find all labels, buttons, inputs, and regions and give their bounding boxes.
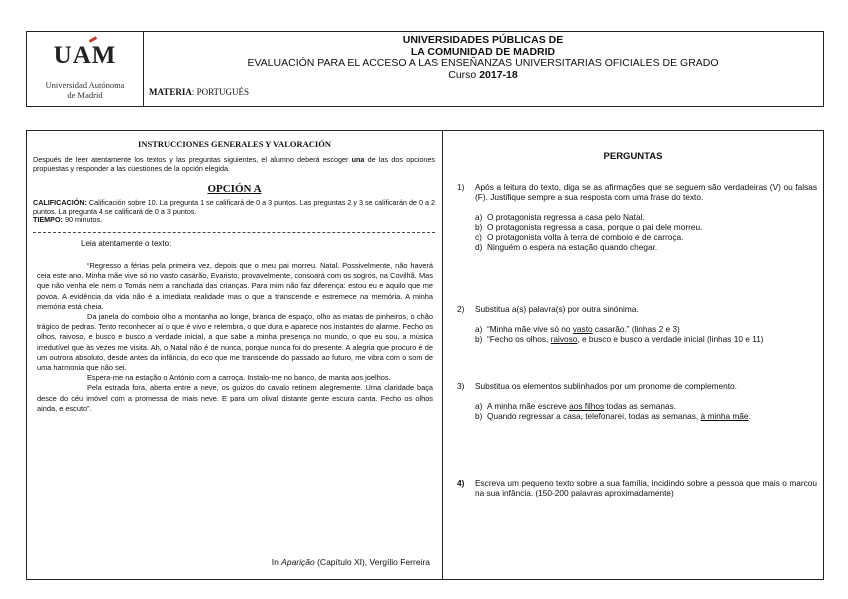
- option-letter: a): [475, 212, 483, 222]
- option-item: [475, 324, 817, 334]
- option-letter: b): [475, 222, 483, 232]
- question-text: Substitua os elementos sublinhados por um pronome de complemento.: [475, 381, 737, 391]
- logo-university-name: [27, 80, 143, 100]
- underlined-word: vasto: [572, 324, 593, 334]
- option-text: O protagonista regressa a casa, porque o pai dele morreu.: [487, 222, 703, 232]
- reading-prompt: Leia atentamente o texto:: [81, 239, 172, 248]
- logo-letters: UAM: [53, 42, 117, 69]
- option-text: O protagonista volta à terra de comboio e de carroça.: [487, 232, 684, 242]
- reading-paragraph: “Regresso a férias pela primeira vez, depois que o meu pai morreu. Natal. Possivelmente, não haverá ceia este ano. Minha mãe vive só no vasto casarão, Evaristo, provavelmente, consoará com os sogros, na Covilhã. Mas que não venha ele nem o Tomás nem a ranchada das crianças. Para mim não faz diferença: estou eu e aquilo que me povoa. A evidência da vida não é a imediata realidade mas o que a transcende e estremece na memória. A minha memória está cheia.: [37, 261, 433, 311]
- option-item: [475, 212, 817, 222]
- citation-suffix: (Capítulo XI), Vergílio Ferreira: [314, 557, 430, 567]
- instructions-text-part2: de las dos opciones propuestas y responder a las cuestiones de la opción elegida.: [33, 155, 436, 173]
- question-1: [457, 182, 817, 252]
- option-item: [475, 232, 817, 242]
- time-value: 90 minutos.: [62, 215, 103, 225]
- citation-prefix: In: [271, 557, 282, 567]
- column-divider: [442, 131, 443, 579]
- logo-name-line2: de Madrid: [67, 90, 103, 100]
- course-label: Curso: [448, 68, 477, 81]
- exam-header: [26, 31, 824, 107]
- underlined-word: à minha mãe: [700, 411, 749, 421]
- time-label: TIEMPO:: [33, 215, 63, 225]
- option-text-part: casarão.” (linhas 2 e 3): [592, 324, 680, 334]
- question-options: [475, 401, 817, 421]
- question-2: [457, 304, 817, 344]
- subject-line: [149, 87, 249, 97]
- instructions-text: [33, 155, 435, 173]
- reading-paragraph: Espera-me na estação o António com a carroça. Instalo-me no banco, de manta aos joelhos.: [87, 373, 391, 383]
- question-text: Substitua a(s) palavra(s) por outra sinónima.: [475, 304, 639, 314]
- option-text-part: .: [748, 411, 751, 421]
- reading-paragraph: Pela estrada fora, aberta entre a neve, os guizos do cavalo retinem alegremente. Uma claridade baça desce do céu imóvel com a promessa de mais neve. E para um olival distante gente escura canta. Fecho os olhos ainda, e escuto”.: [37, 383, 433, 413]
- option-text-part: A minha mãe escreve: [487, 401, 570, 411]
- header-title-line3: EVALUACIÓN PARA EL ACCESO A LAS ENSEÑANZAS UNIVERSITARIAS OFICIALES DE GRADO: [247, 57, 719, 69]
- question-options: [475, 212, 817, 252]
- instructions-title: INSTRUCCIONES GENERALES Y VALORACIÓN: [138, 139, 331, 149]
- reading-text: [37, 261, 433, 414]
- instructions-text-bold: una: [351, 155, 365, 164]
- text-citation: [272, 557, 430, 567]
- header-title-line2: LA COMUNIDAD DE MADRID: [410, 45, 556, 58]
- option-text: O protagonista regressa a casa pelo Natal.: [487, 212, 645, 222]
- option-letter: d): [475, 242, 483, 252]
- option-text-part: “Fecho os olhos,: [487, 334, 551, 344]
- citation-work: Aparição: [281, 557, 315, 567]
- option-item: [475, 411, 817, 421]
- question-options: [475, 324, 817, 344]
- option-item: [475, 401, 817, 411]
- question-number: 1): [457, 182, 465, 192]
- university-logo: [27, 32, 144, 106]
- underlined-word: aos filhos: [569, 401, 605, 411]
- question-text: Após a leitura do texto, diga se as afirmações que se seguem são verdadeiras (V) ou falsas (F). Justifique sempre a sua resposta com uma frase do texto.: [475, 182, 817, 202]
- question-number: 2): [457, 304, 465, 314]
- option-text-part: todas as semanas.: [604, 401, 677, 411]
- option-heading: OPCIÓN A: [207, 183, 262, 195]
- option-letter: c): [475, 232, 482, 242]
- grading-label: CALIFICACIÓN:: [33, 198, 87, 207]
- question-4: [457, 478, 817, 498]
- instructions-text-part1: Después de leer atentamente los textos y las preguntas siguientes, el alumno deberá escoger: [33, 155, 352, 164]
- option-letter: a): [475, 324, 483, 334]
- question-number: 3): [457, 381, 465, 391]
- logo-name-line1: Universidad Autónoma: [45, 80, 125, 90]
- option-text-part: , e busco e busco a verdade inicial (linhas 10 e 11): [577, 334, 764, 344]
- option-letter: a): [475, 401, 483, 411]
- grading-text: Calificación sobre 10. La pregunta 1 se calificará de 0 a 3 puntos. Las preguntas 2 y 3 se calificarán de 0 a 2 puntos. La pregunta 4 se calificará de 0 a 3 puntos.: [33, 198, 435, 216]
- option-letter: b): [475, 334, 483, 344]
- option-item: [475, 222, 817, 232]
- course-year: 2017-18: [479, 68, 518, 81]
- underlined-word: raivoso: [550, 334, 578, 344]
- option-item: [475, 334, 817, 344]
- course-line: [143, 70, 823, 82]
- grading-info: [33, 199, 435, 225]
- question-number: 4): [457, 478, 465, 488]
- subject-value: : PORTUGUÉS: [191, 87, 250, 97]
- dashed-divider: [33, 232, 435, 233]
- option-text: Ninguém o espera na estação quando chegar.: [487, 242, 658, 252]
- option-text-part: “Minha mãe vive só no: [487, 324, 573, 334]
- subject-label: MATERIA: [149, 87, 192, 97]
- option-letter: b): [475, 411, 483, 421]
- option-item: [475, 242, 817, 252]
- question-3: [457, 381, 817, 421]
- option-text-part: Quando regressar a casa, telefonarei, todas as semanas,: [487, 411, 701, 421]
- header-title-line1: UNIVERSIDADES PÚBLICAS DE: [402, 34, 564, 46]
- questions-title: PERGUNTAS: [603, 151, 663, 162]
- header-title: [143, 35, 823, 81]
- question-text: Escreva um pequeno texto sobre a sua família, incidindo sobre a pessoa que mais o marcou na sua infância. (150-200 palavras aproximadamente): [475, 478, 817, 498]
- exam-body: [26, 130, 824, 580]
- reading-paragraph: Da janela do comboio olho a montanha ao longe, branca de espaço, olho as matas de pinheiros, o chão trágico de pedras. Tento reconhecer aí o que é vivo e relembra, o que dura e aparece nos instantes do alarme. Fecho os olhos, raivoso, e busco e busco a verdade inicial, a que sabe a minha presença no mundo, o que eu sou, a música irredutível que às vezes me visita. Ah, o Natal não é de nunca, porque nunca foi do presente. A alegria que procuro é de um outrora absoluto, desde antes da infância, do eco que me transcende do passado ao futuro, me vibra com o som de uma harmonia que não sei.: [37, 312, 433, 373]
